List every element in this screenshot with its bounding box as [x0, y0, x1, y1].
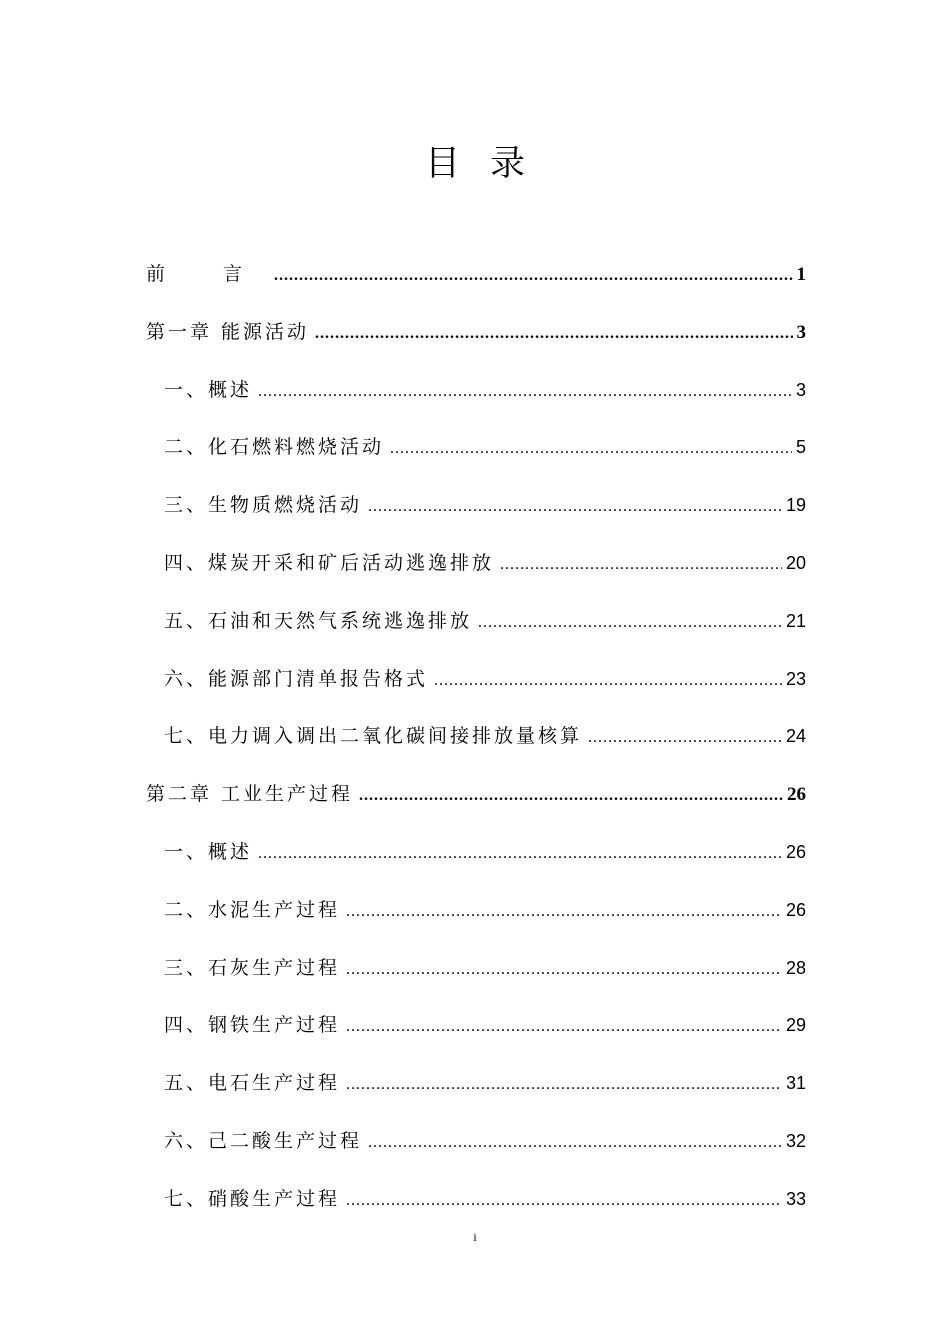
toc-leader-dots	[588, 716, 782, 760]
toc-entry-section[interactable]	[146, 425, 806, 483]
toc-leader-dots	[368, 485, 782, 529]
toc-entry-section[interactable]	[146, 599, 806, 657]
toc-leader-dots	[258, 370, 792, 414]
toc-leader-dots	[434, 659, 782, 703]
toc-leader-dots	[359, 774, 783, 818]
toc-leader-dots	[346, 1063, 782, 1107]
toc-entry-label: 第二章 工业生产过程	[146, 783, 354, 806]
toc-leader-dots	[258, 832, 782, 876]
toc-entry-section[interactable]	[146, 1177, 806, 1235]
toc-entry-label: 一、概述	[164, 378, 253, 401]
toc-entry-page: 23	[785, 668, 806, 689]
toc-leader-dots	[500, 543, 782, 587]
toc-entry-page: 33	[785, 1188, 806, 1209]
toc-entry-label: 六、己二酸生产过程	[164, 1129, 363, 1152]
toc-entry-chapter-2[interactable]	[146, 772, 806, 830]
toc-entry-page: 31	[785, 1073, 806, 1094]
table-of-contents	[146, 252, 806, 1235]
toc-entry-page: 19	[785, 495, 806, 516]
toc-entry-label: 一、概述	[164, 840, 253, 863]
toc-entry-section[interactable]	[146, 541, 806, 599]
toc-entry-page: 21	[785, 610, 806, 631]
toc-entry-section[interactable]	[146, 714, 806, 772]
toc-entry-page: 5	[795, 437, 806, 458]
toc-entry-page: 32	[785, 1130, 806, 1151]
toc-entry-label: 五、石油和天然气系统逃逸排放	[164, 609, 473, 632]
toc-leader-dots	[346, 948, 782, 992]
toc-entry-page: 29	[785, 1015, 806, 1036]
toc-entry-page: 24	[785, 726, 806, 747]
toc-entry-page: 26	[787, 784, 806, 806]
toc-entry-label: 四、煤炭开采和矿后活动逃逸排放	[164, 551, 495, 574]
toc-entry-section[interactable]	[146, 1119, 806, 1177]
toc-entry-label: 三、生物质燃烧活动	[164, 494, 363, 517]
toc-entry-page: 3	[795, 379, 806, 400]
toc-entry-label: 四、钢铁生产过程	[164, 1014, 341, 1037]
toc-entry-label: 五、电石生产过程	[164, 1072, 341, 1095]
toc-entry-chapter-1[interactable]	[146, 310, 806, 368]
toc-entry-page: 3	[796, 321, 806, 343]
toc-entry-label: 三、石灰生产过程	[164, 956, 341, 979]
toc-entry-preface[interactable]	[146, 252, 806, 310]
page-number: i	[473, 1230, 477, 1244]
toc-entry-section[interactable]	[146, 483, 806, 541]
toc-entry-section[interactable]	[146, 1003, 806, 1061]
toc-entry-label: 七、硝酸生产过程	[164, 1187, 341, 1210]
toc-entry-label: 二、化石燃料燃烧活动	[164, 436, 385, 459]
toc-leader-dots	[478, 601, 782, 645]
toc-entry-page: 1	[796, 264, 806, 285]
toc-entry-page: 20	[785, 552, 806, 573]
toc-entry-section[interactable]	[146, 946, 806, 1004]
toc-leader-dots	[346, 1179, 782, 1223]
toc-entry-label: 六、能源部门清单报告格式	[164, 667, 429, 690]
toc-entry-section[interactable]	[146, 1061, 806, 1119]
toc-entry-page: 28	[785, 957, 806, 978]
toc-entry-page: 26	[785, 841, 806, 862]
toc-entry-label: 第一章 能源活动	[146, 320, 310, 343]
toc-leader-dots	[315, 312, 792, 356]
toc-entry-section[interactable]	[146, 657, 806, 715]
toc-entry-label: 二、水泥生产过程	[164, 898, 341, 921]
toc-entry-page: 26	[785, 899, 806, 920]
toc-entry-section[interactable]	[146, 830, 806, 888]
toc-leader-dots	[368, 1121, 782, 1165]
toc-entry-label: 七、电力调入调出二氧化碳间接排放量核算	[164, 725, 583, 748]
toc-entry-section[interactable]	[146, 888, 806, 946]
toc-entry-label: 前 言	[146, 263, 269, 285]
toc-leader-dots	[346, 1005, 782, 1049]
page-title: 目录	[424, 144, 555, 184]
toc-leader-dots	[346, 890, 782, 934]
toc-leader-dots	[390, 427, 792, 471]
toc-entry-section[interactable]	[146, 368, 806, 426]
toc-leader-dots	[274, 254, 792, 298]
